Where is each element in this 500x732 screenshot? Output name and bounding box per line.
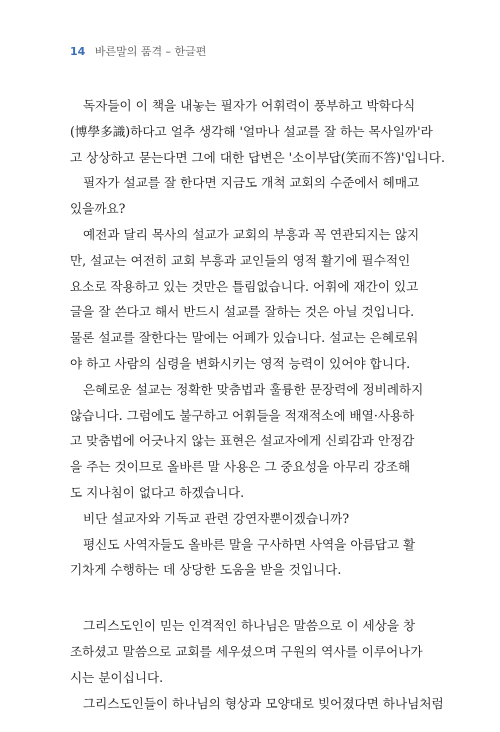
text-line: 비단 설교자와 기독교 관련 강연자뿐이겠습니까? [83,510,350,526]
text-line: 요소로 작용하고 있는 것만은 틀림없습니다. 어휘에 재간이 있고 [70,278,419,294]
text-line: 만, 설교는 여전히 교회 부흥과 교인들의 영적 활기에 필수적인 [70,252,411,268]
text-line: 물론 설교를 잘한다는 말에는 어폐가 있습니다. 설교는 은혜로워 [70,330,419,346]
text-line: 그리스도인이 믿는 인격적인 하나님은 말씀으로 이 세상을 창 [83,618,416,634]
text-line: 시는 분이십니다. [70,669,164,685]
text-line: 은혜로운 설교는 정확한 맞춤법과 훌륭한 문장력에 정비례하지 [83,381,424,397]
section-gap [70,583,410,613]
book-title: 바른말의 품격 – 한글편 [94,45,207,58]
text-line: 평신도 사역자들도 올바른 말을 구사하면 사역을 아름답고 활 [83,536,416,552]
text-line: 있을까요? [70,201,126,217]
text-line: 필자가 설교를 잘 한다면 지금도 개척 교회의 수준에서 헤매고 [83,175,420,191]
text-line: 않습니다. 그럼에도 불구하고 어휘들을 적재적소에 배열·사용하 [70,407,415,423]
running-header [70,43,206,59]
page-number: 14 [70,45,86,58]
text-line: 을 주는 것이므로 올바른 말 사용은 그 중요성을 아무리 강조해 [70,459,411,475]
text-line: 조하셨고 말씀으로 교회를 세우셨으며 구원의 역사를 이루어나가 [70,643,423,659]
text-line: 독자들이 이 책을 내놓는 필자가 어휘력이 풍부하고 박학다식 [83,98,416,113]
text-line: 예전과 달리 목사의 설교가 교회의 부흥과 꼭 연관되지는 않지 [83,226,420,242]
text-line: 그리스도인들이 하나님의 형상과 모양대로 빚어졌다면 하나님처럼 [83,695,444,711]
text-line: 고 맞춤법에 어긋나지 않는 표현은 설교자에게 신뢰감과 안정감 [70,433,415,449]
text-line: 고 상상하고 묻는다면 그에 대한 답변은 '소이부답(笑而不答)'입니다. [70,149,445,165]
text-line: 기차게 수행하는 데 상당한 도움을 받을 것입니다. [70,562,342,578]
body-text [70,93,445,716]
text-line: 도 지나침이 없다고 하겠습니다. [70,484,245,500]
text-line: (博學多識)하다고 얼추 생각해 '얼마나 설교를 잘 하는 목사일까'라 [70,123,433,139]
text-line: 글을 잘 쓴다고 해서 반드시 설교를 잘하는 것은 아닐 것입니다. [70,304,415,320]
text-line: 야 하고 사람의 심령을 변화시키는 영적 능력이 있어야 합니다. [70,355,411,371]
